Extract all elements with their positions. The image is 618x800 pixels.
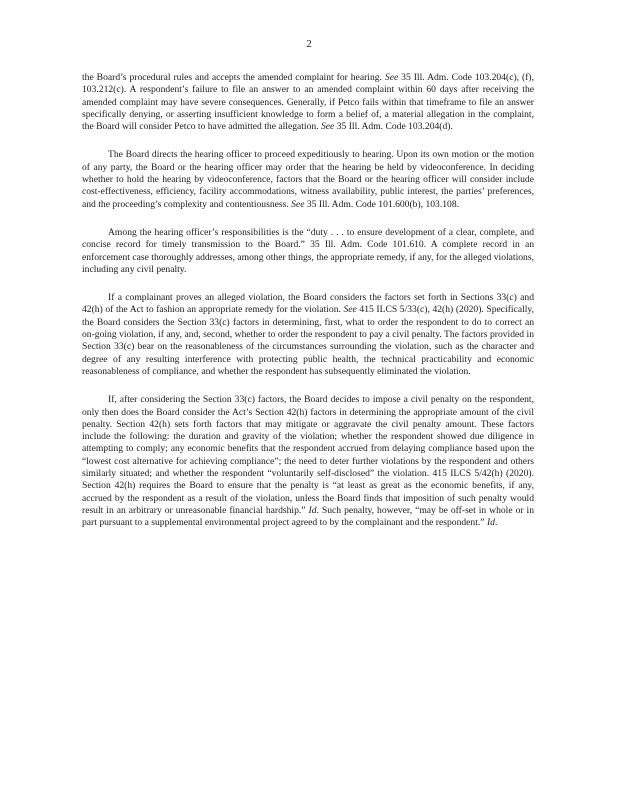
text-run: 35 Ill. Adm. Code 103.204(c), (f), 103.212(c). A respondent’s failure to file an answer to an amended complaint within 60 days after receiving the amended complaint may have severe consequences. Generally, if Petco fails within that timeframe to file an answer specifically denying, or asserting insufficient knowledge to form a belief of, a material allegation in the complaint, the Board will consider Petco to have admitted the allegation.: [82, 72, 534, 133]
text-run: 35 Ill. Adm. Code 101.600(b), 103.108.: [304, 198, 460, 210]
citation-signal: See: [320, 121, 335, 133]
paragraph: [82, 149, 534, 210]
citation-signal: See: [384, 72, 399, 83]
text-run: If, after considering the Section 33(c) factors, the Board decides to impose a civil penalty on the respondent, only then does the Board consider the Act’s Section 42(h) factors in determining the appropriate amount of the civil penalty. Section 42(h) sets forth factors that may mitigate or aggravate the civil penalty amount. These factors include the following: the duration and gravity of the violation; whether the respondent showed due diligence in attempting to comply; any economic benefits that the respondent accrued from delaying compliance based upon the “lowest cost alternative for achieving compliance”; the need to deter further violations by the respondent and others similarly situated; and whether the respondent “voluntarily self-disclosed” the violation. 415 ILCS 5/42(h) (2020). Section 42(h) requires the Board to ensure that the penalty is “at least as great as the economic benefits, if any, accrued by the respondent as a result of the violation, unless the Board finds that imposition of such penalty would result in an arbitrary or unreasonable financial hardship.”: [82, 394, 534, 516]
text-run: Among the hearing officer’s responsibilities is the “duty . . . to ensure development of a clear, complete, and concise record for timely transmission to the Board.” 35 Ill. Adm. Code 101.610. A complete record in an enforcement case thoroughly addresses, among other things, the appropriate remedy, if any, for the alleged violations, including any civil penalty.: [82, 226, 534, 275]
paragraph: [82, 72, 534, 133]
text-run: The Board directs the hearing officer to proceed expeditiously to hearing. Upon its own motion or the motion of any party, the Board or the hearing officer may order that the hearing be held by videoconference. In deciding whether to hold the hearing by videoconference, factors that the Board or the hearing officer will consider include cost-effectiveness, efficiency, facility accommodations, witness availability, public interest, the parties’ preferences, and the proceeding’s complexity and contentiousness.: [82, 149, 534, 210]
paragraph: [82, 227, 534, 276]
paragraph: [82, 394, 534, 529]
text-run: . Such penalty, however, “may be off-set in whole or in part pursuant to a supplemental environmental project agreed to by the complainant and the respondent.”: [82, 504, 534, 529]
text-run: the Board’s procedural rules and accepts the amended complaint for hearing.: [82, 72, 385, 83]
citation-signal: Id: [308, 504, 317, 516]
citation-signal: See: [343, 304, 357, 316]
page-number: 2: [306, 38, 312, 50]
text-run: .: [494, 517, 498, 529]
text-run: If a complainant proves an alleged violation, the Board considers the factors set forth in Sections 33(c) and 42(h) of the Act to fashion an appropriate remedy for the violation.: [82, 292, 534, 316]
paragraph: [82, 292, 534, 378]
body-text: [82, 72, 534, 546]
text-run: 415 ILCS 5/33(c), 42(h) (2020). Specifically, the Board considers the Section 33(c) factors in determining, first, what to order the respondent to do to correct an on-going violation, if any, and, second, whether to order the respondent to pay a civil penalty. The factors provided in Section 33(c) bear on the reasonableness of the circumstances surrounding the violation, such as the character and degree of any resulting interference with protecting public health, the technical practicability and economic reasonableness of compliance, and whether the respondent has subsequently eliminated the violation.: [82, 304, 534, 377]
citation-signal: See: [291, 198, 305, 210]
citation-signal: Id: [486, 517, 495, 529]
text-run: 35 Ill. Adm. Code 103.204(d).: [334, 121, 453, 133]
